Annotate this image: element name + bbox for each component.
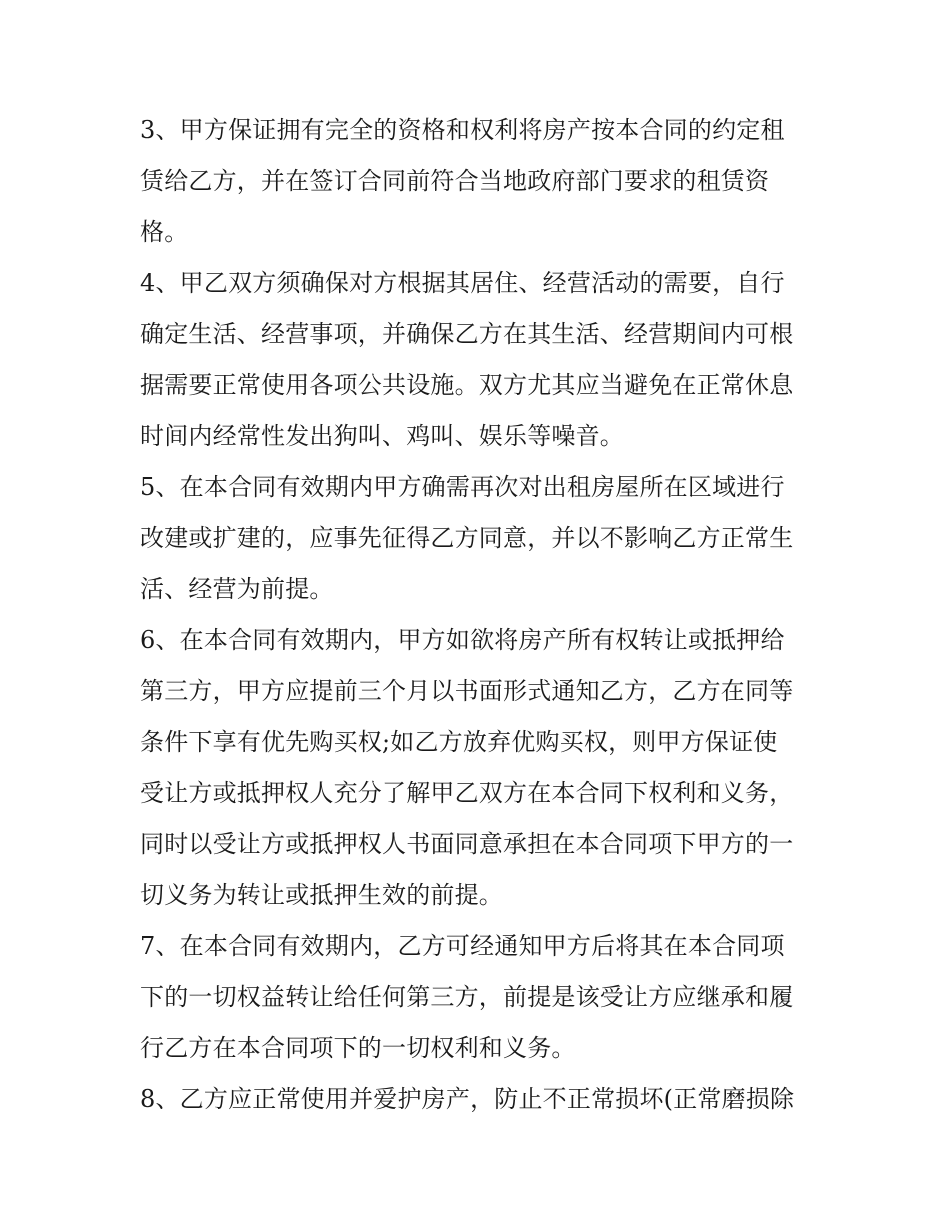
clause-6-paragraph — [140, 615, 820, 921]
text-line: 切义务为转让或抵押生效的前提。 — [140, 881, 503, 909]
clause-8-paragraph — [140, 1074, 820, 1125]
text-line: 时间内经常性发出狗叫、鸡叫、娱乐等噪音。 — [140, 422, 624, 450]
text-line: 7、在本合同有效期内，乙方可经通知甲方后将其在本合同项 — [140, 932, 785, 960]
text-line: 确定生活、经营事项，并确保乙方在其生活、经营期间内可根 — [140, 320, 794, 348]
text-line: 4、甲乙双方须确保对方根据其居住、经营活动的需要，自行 — [140, 269, 785, 297]
clause-4-paragraph — [140, 258, 820, 462]
text-line: 格。 — [140, 218, 189, 246]
text-line: 第三方，甲方应提前三个月以书面形式通知乙方，乙方在同等 — [140, 677, 794, 705]
text-line: 6、在本合同有效期内，甲方如欲将房产所有权转让或抵押给 — [140, 626, 785, 654]
text-line: 行乙方在本合同项下的一切权利和义务。 — [140, 1034, 576, 1062]
text-line: 改建或扩建的，应事先征得乙方同意，并以不影响乙方正常生 — [140, 524, 794, 552]
contract-body — [140, 105, 820, 1125]
text-line: 下的一切权益转让给任何第三方，前提是该受让方应继承和履 — [140, 983, 794, 1011]
clause-5-paragraph — [140, 462, 820, 615]
text-line: 据需要正常使用各项公共设施。双方尤其应当避免在正常休息 — [140, 371, 794, 399]
text-line: 3、甲方保证拥有完全的资格和权利将房产按本合同的约定租 — [140, 116, 785, 144]
text-line: 同时以受让方或抵押权人书面同意承担在本合同项下甲方的一 — [140, 830, 794, 858]
clause-3-paragraph — [140, 105, 820, 258]
text-line: 条件下享有优先购买权;如乙方放弃优购买权，则甲方保证使 — [140, 728, 778, 756]
clause-7-paragraph — [140, 921, 820, 1074]
text-line: 受让方或抵押权人充分了解甲乙双方在本合同下权利和义务， — [140, 779, 794, 807]
text-line: 5、在本合同有效期内甲方确需再次对出租房屋所在区域进行 — [140, 473, 785, 501]
text-line: 8、乙方应正常使用并爱护房产，防止不正常损坏(正常磨损除 — [140, 1085, 795, 1113]
text-line: 赁给乙方，并在签订合同前符合当地政府部门要求的租赁资 — [140, 167, 770, 195]
text-line: 活、经营为前提。 — [140, 575, 334, 603]
